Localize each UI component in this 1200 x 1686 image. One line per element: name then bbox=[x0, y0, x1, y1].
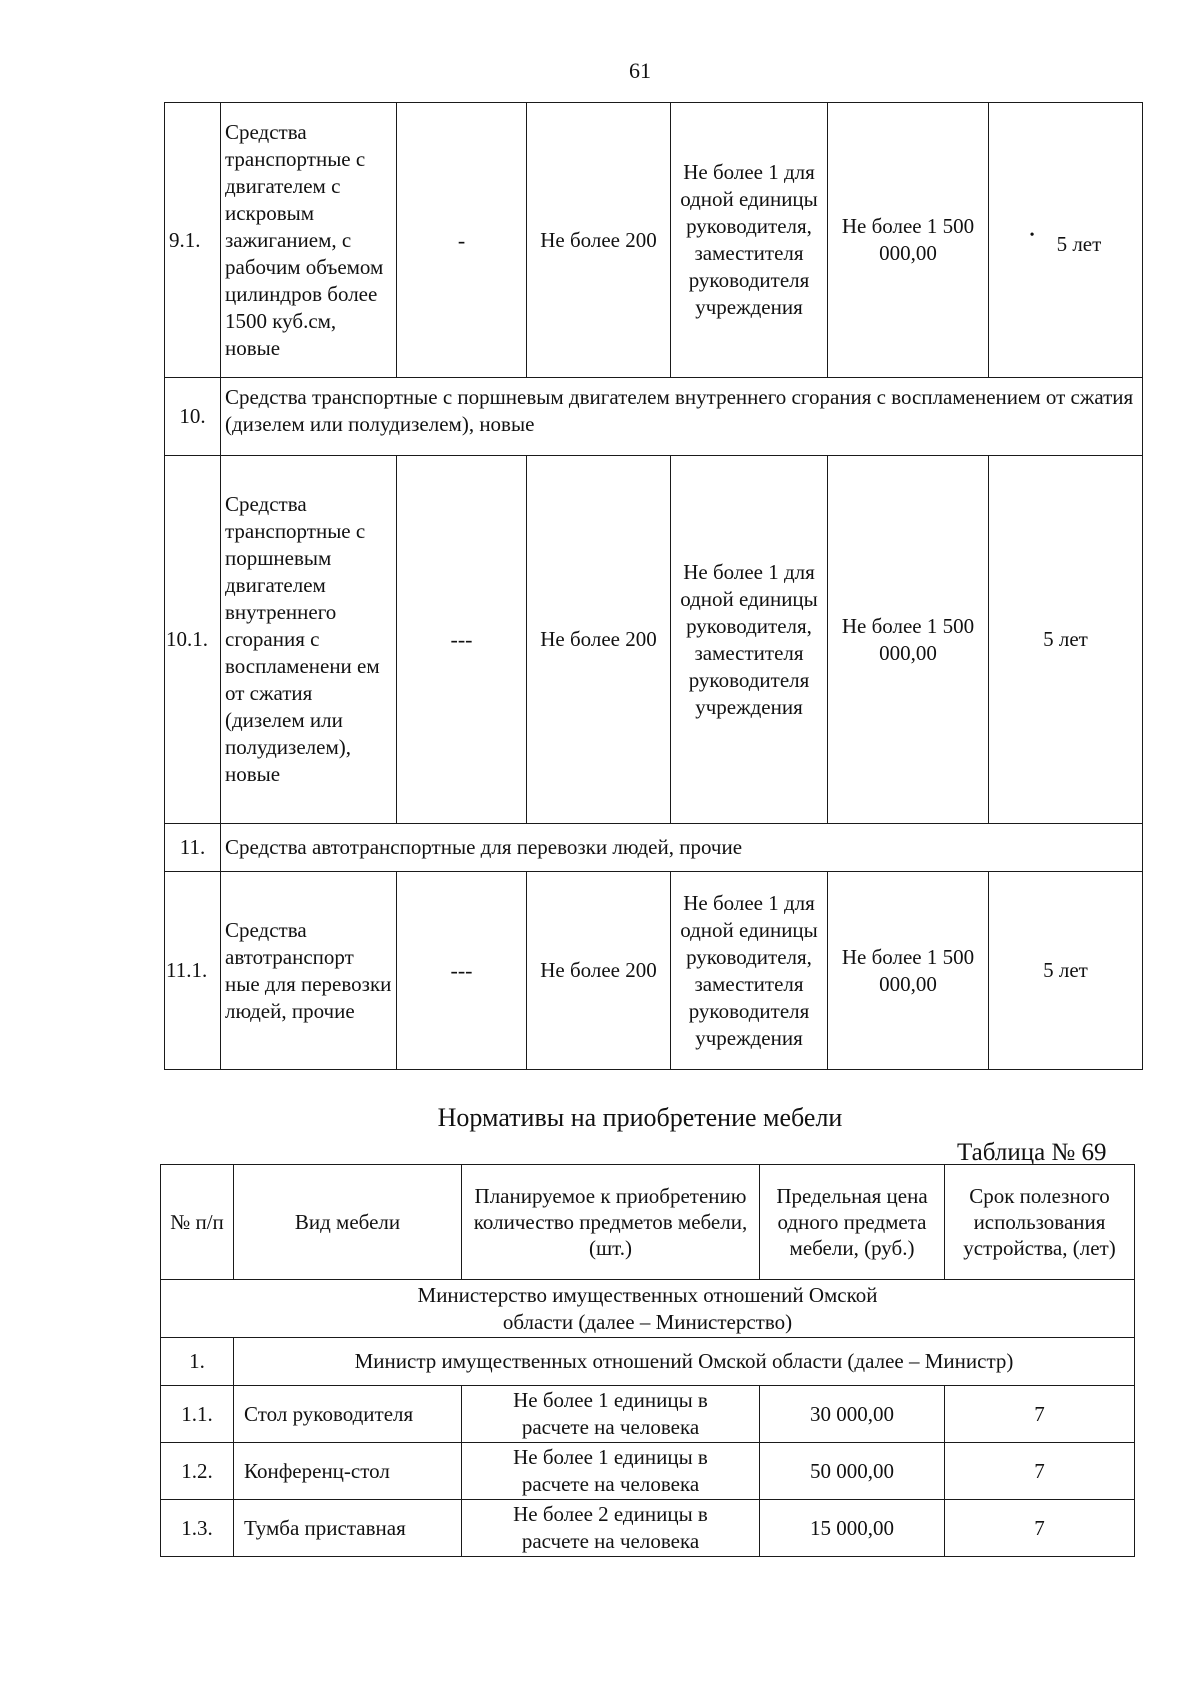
furniture-name: Тумба приставная bbox=[234, 1500, 462, 1557]
useful-term: 5 лет bbox=[989, 872, 1143, 1070]
row-number: 1.2. bbox=[161, 1443, 234, 1500]
row-number: 10.1. bbox=[165, 456, 221, 824]
row-number: 11.1. bbox=[165, 872, 221, 1070]
vehicle-name: Средства транспортные с двигателем с искровым зажиганием, с рабочим объемом цилиндров более 1500 куб.см, новые bbox=[221, 103, 397, 378]
price-limit: Не более 1 500 000,00 bbox=[828, 872, 989, 1070]
transport-section-10 bbox=[165, 378, 1143, 456]
vehicle-name: Средства автотранспорт ные для перевозки людей, прочие bbox=[221, 872, 397, 1070]
transport-row-10-1 bbox=[165, 456, 1143, 824]
furniture-name: Конференц-стол bbox=[234, 1443, 462, 1500]
useful-term-value: 5 лет bbox=[1056, 232, 1102, 256]
furniture-quantity: Не более 1 единицы в расчете на человека bbox=[462, 1443, 760, 1500]
transport-row-9-1 bbox=[165, 103, 1143, 378]
quantity-limit: Не более 200 bbox=[527, 872, 671, 1070]
section-title: Средства транспортные с поршневым двигателем внутреннего сгорания с воспламенением от сжатия (дизелем или полудизелем), новые bbox=[221, 378, 1143, 456]
engine-power: - bbox=[397, 103, 527, 378]
furniture-price: 30 000,00 bbox=[760, 1386, 945, 1443]
header-num: № п/п bbox=[161, 1165, 234, 1280]
vehicle-name: Средства транспортные с поршневым двигателем внутреннего сгорания с воспламенени ем от сжатия (дизелем или полудизелем), новые bbox=[221, 456, 397, 824]
transport-section-11 bbox=[165, 824, 1143, 872]
furniture-quantity: Не более 1 единицы в расчете на человека bbox=[462, 1386, 760, 1443]
page-number: 61 bbox=[629, 58, 651, 83]
row-number: 1.3. bbox=[161, 1500, 234, 1557]
section-number: 10. bbox=[165, 378, 221, 456]
row-number: 9.1. bbox=[165, 103, 221, 378]
furniture-price: 15 000,00 bbox=[760, 1500, 945, 1557]
header-price: Предельная цена одного предмета мебели, (руб.) bbox=[760, 1165, 945, 1280]
furniture-price: 50 000,00 bbox=[760, 1443, 945, 1500]
engine-power: --- bbox=[397, 872, 527, 1070]
row-number: 1.1. bbox=[161, 1386, 234, 1443]
furniture-norms-table bbox=[160, 1164, 1135, 1557]
useful-term bbox=[989, 103, 1143, 378]
header-term: Срок полезного использования устройства, (лет) bbox=[945, 1165, 1135, 1280]
table-number: Таблица № 69 bbox=[957, 1139, 1107, 1166]
section-number: 11. bbox=[165, 824, 221, 872]
assignment-norm: Не более 1 для одной единицы руководителя, заместителя руководителя учреждения bbox=[671, 872, 828, 1070]
useful-term: 5 лет bbox=[989, 456, 1143, 824]
furniture-term: 7 bbox=[945, 1500, 1135, 1557]
group-number: 1. bbox=[161, 1338, 234, 1386]
furniture-quantity: Не более 2 единицы в расчете на человека bbox=[462, 1500, 760, 1557]
transport-norms-table bbox=[164, 102, 1143, 1070]
header-type: Вид мебели bbox=[234, 1165, 462, 1280]
table-header-row bbox=[161, 1165, 1135, 1280]
section-title: Средства автотранспортные для перевозки людей, прочие bbox=[221, 824, 1143, 872]
ministry-title: Министерство имущественных отношений Омской области (далее – Министерство) bbox=[161, 1280, 1135, 1338]
ministry-row bbox=[161, 1280, 1135, 1338]
furniture-row-1-2 bbox=[161, 1443, 1135, 1500]
price-limit: Не более 1 500 000,00 bbox=[828, 456, 989, 824]
quantity-limit: Не более 200 bbox=[527, 456, 671, 824]
assignment-norm: Не более 1 для одной единицы руководителя, заместителя руководителя учреждения bbox=[671, 103, 828, 378]
furniture-term: 7 bbox=[945, 1386, 1135, 1443]
price-limit: Не более 1 500 000,00 bbox=[828, 103, 989, 378]
quantity-limit: Не более 200 bbox=[527, 103, 671, 378]
furniture-term: 7 bbox=[945, 1443, 1135, 1500]
stray-mark: • bbox=[1029, 228, 1035, 243]
furniture-name: Стол руководителя bbox=[234, 1386, 462, 1443]
engine-power: --- bbox=[397, 456, 527, 824]
assignment-norm: Не более 1 для одной единицы руководителя, заместителя руководителя учреждения bbox=[671, 456, 828, 824]
group-row-1 bbox=[161, 1338, 1135, 1386]
transport-row-11-1 bbox=[165, 872, 1143, 1070]
furniture-section-title: Нормативы на приобретение мебели bbox=[437, 1103, 843, 1132]
header-quantity: Планируемое к приобретению количество предметов мебели, (шт.) bbox=[462, 1165, 760, 1280]
furniture-row-1-3 bbox=[161, 1500, 1135, 1557]
group-title: Министр имущественных отношений Омской области (далее – Министр) bbox=[234, 1338, 1135, 1386]
furniture-row-1-1 bbox=[161, 1386, 1135, 1443]
